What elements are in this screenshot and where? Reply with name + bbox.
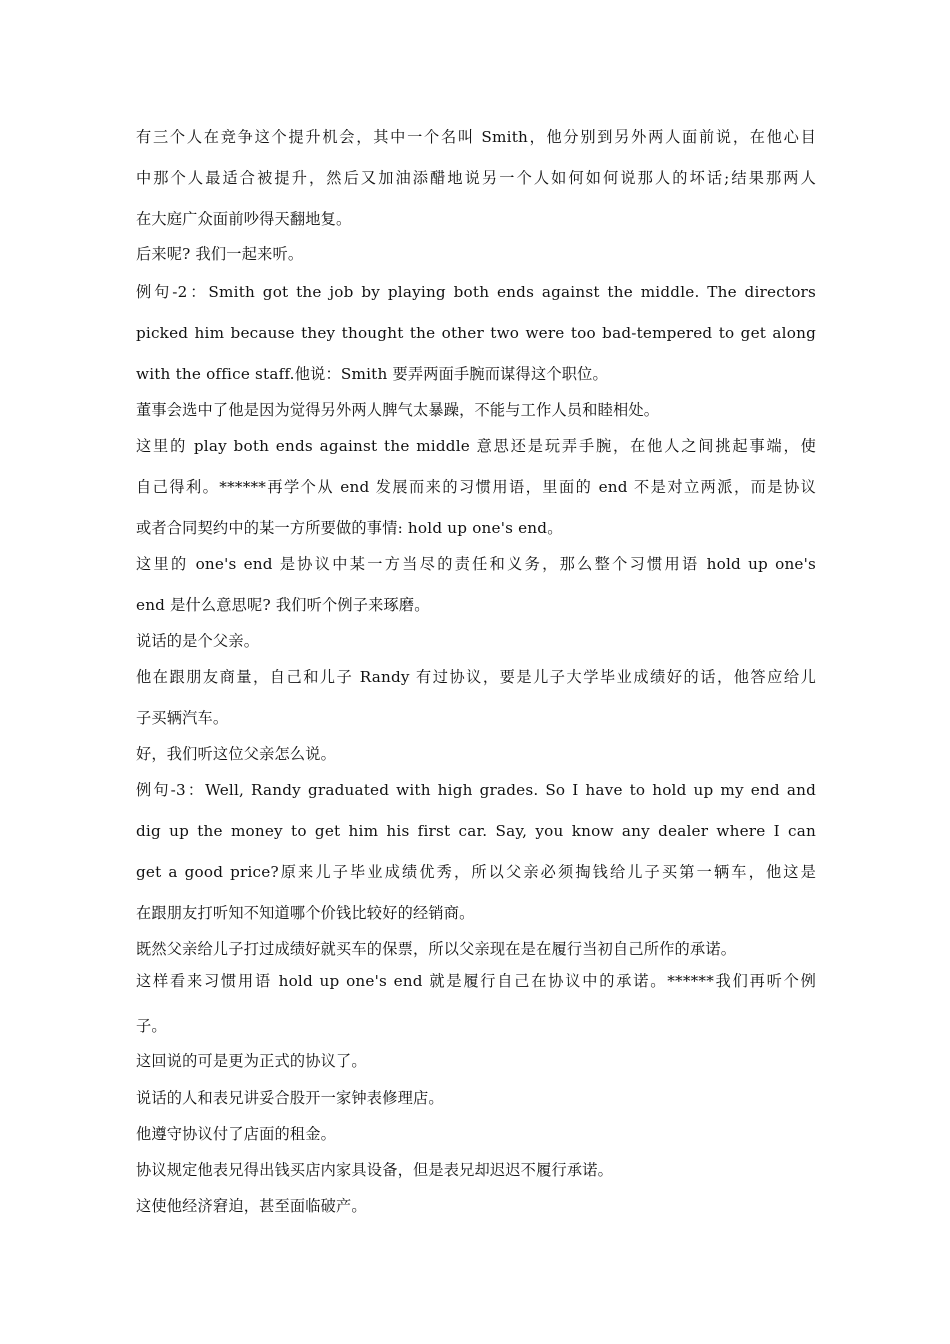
text-line: 自己得利。******再学个从 end 发展而来的习惯用语，里面的 end 不是对立两派，而是协议 <box>136 478 816 496</box>
text-line: 说话的人和表兄讲妥合股开一家钟表修理店。 <box>136 1089 444 1107</box>
text-line: 既然父亲给儿子打过成绩好就买车的保票，所以父亲现在是在履行当初自己所作的承诺。 <box>136 940 737 958</box>
text-line: 子买辆汽车。 <box>136 709 229 727</box>
text-line: 这里的 play both ends against the middle 意思还是玩弄手腕，在他人之间挑起事端，使 <box>136 437 816 455</box>
text-line: 这样看来习惯用语 hold up one's end 就是履行自己在协议中的承诺。******我们再听个例 <box>136 972 816 990</box>
text-line: 他在跟朋友商量，自己和儿子 Randy 有过协议，要是儿子大学毕业成绩好的话，他答应给儿 <box>136 668 816 686</box>
text-line: 子。 <box>136 1017 167 1035</box>
text-line: 或者合同契约中的某一方所要做的事情: hold up one's end。 <box>136 519 563 537</box>
text-line: 他遵守协议付了店面的租金。 <box>136 1125 337 1143</box>
text-line: 在跟朋友打听知不知道哪个价钱比较好的经销商。 <box>136 904 475 922</box>
text-line: end 是什么意思呢? 我们听个例子来琢磨。 <box>136 596 430 614</box>
text-line: 中那个人最适合被提升，然后又加油添醋地说另一个人如何如何说那人的坏话;结果那两人 <box>136 169 816 187</box>
text-line: picked him because they thought the other two were too bad-tempered to get along <box>136 324 816 342</box>
text-line: 这回说的可是更为正式的协议了。 <box>136 1052 367 1070</box>
text-line: 有三个人在竞争这个提升机会，其中一个名叫 Smith，他分别到另外两人面前说，在他心目 <box>136 128 816 146</box>
text-line: 例句-3：Well, Randy graduated with high grades. So I have to hold up my end and <box>136 781 816 799</box>
text-line: 这里的 one's end 是协议中某一方当尽的责任和义务，那么整个习惯用语 hold up one's <box>136 555 816 573</box>
text-line: with the office staff.他说：Smith 要弄两面手腕而谋得这个职位。 <box>136 365 608 383</box>
text-line: 在大庭广众面前吵得天翻地复。 <box>136 210 352 228</box>
text-line: 这使他经济窘迫，甚至面临破产。 <box>136 1197 367 1215</box>
text-line: get a good price?原来儿子毕业成绩优秀，所以父亲必须掏钱给儿子买第一辆车，他这是 <box>136 863 816 881</box>
text-line: 董事会选中了他是因为觉得另外两人脾气太暴躁，不能与工作人员和睦相处。 <box>136 401 660 419</box>
text-line: 说话的是个父亲。 <box>136 632 260 650</box>
text-line: 后来呢? 我们一起来听。 <box>136 245 304 263</box>
text-line: 例句-2：Smith got the job by playing both ends against the middle. The directors <box>136 283 816 301</box>
text-line: dig up the money to get him his first car. Say, you know any dealer where I can <box>136 822 816 840</box>
text-line: 好，我们听这位父亲怎么说。 <box>136 745 337 763</box>
text-line: 协议规定他表兄得出钱买店内家具设备，但是表兄却迟迟不履行承诺。 <box>136 1161 614 1179</box>
